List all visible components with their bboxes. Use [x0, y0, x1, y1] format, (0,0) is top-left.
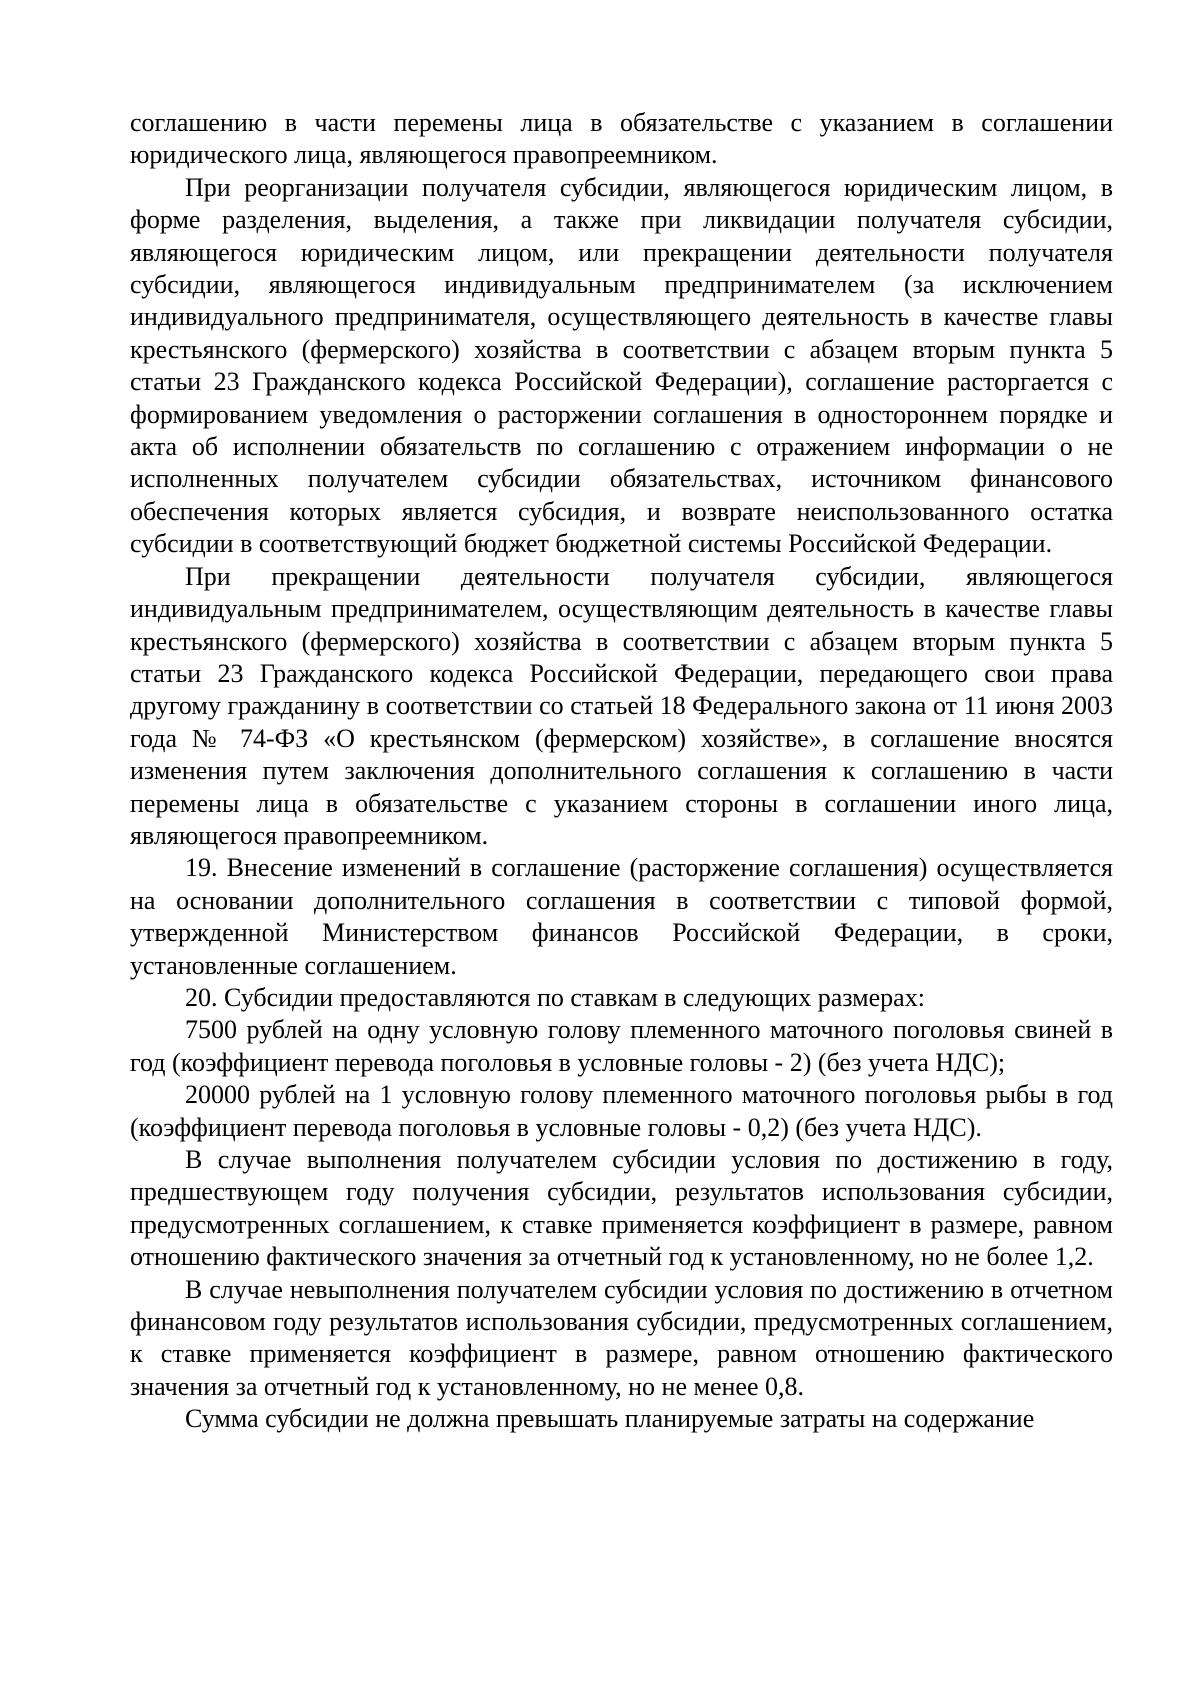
- paragraph-coefficient-min: В случае невыполнения получателем субсидии условия по достижению в отчетном финансовом году результатов использования субсидии, предусмотренных соглашением, к ставке применяется коэффициент в размере, равном отношению фактического значения за отчетный год к установленному, но не менее 0,8.: [130, 1274, 1113, 1401]
- paragraph-item-19: 19. Внесение изменений в соглашение (расторжение соглашения) осуществляется на основании дополнительного соглашения в соответствии с типовой формой, утвержденной Министерством финансов Российской Федерации, в сроки, установленные соглашением.: [130, 853, 1113, 980]
- paragraph-item-20: 20. Субсидии предоставляются по ставкам в следующих размерах:: [185, 982, 925, 1012]
- paragraph-termination: При прекращении деятельности получателя субсидии, являющегося индивидуальным предпринимателем, осуществляющим деятельность в качестве главы крестьянского (фермерского) хозяйства в соответствии с абзацем вторым пункта 5 статьи 23 Гражданского кодекса Российской Федерации, передающего свои права другому гражданину в соответствии со статьей 18 Федерального закона от 11 июня 2003 года № 74-ФЗ «О крестьянском (фермерском) хозяйстве», в соглашение вносятся изменения путем заключения дополнительного соглашения к соглашению в части перемены лица в обязательстве с указанием стороны в соглашении иного лица, являющегося правопреемником.: [130, 561, 1113, 850]
- paragraph-rate-fish: 20000 рублей на 1 условную голову племенного маточного поголовья рыбы в год (коэффициент перевода поголовья в условные головы - 0,2) (без учета НДС).: [130, 1080, 1113, 1142]
- paragraph-subsidy-limit: Сумма субсидии не должна превышать планируемые затраты на содержание: [185, 1404, 1035, 1434]
- paragraph-continuation: соглашению в части перемены лица в обязательстве с указанием в соглашении юридического лица, являющегося правопреемником.: [130, 108, 1113, 170]
- paragraph-rate-pigs: 7500 рублей на одну условную голову племенного маточного поголовья свиней в год (коэффициент перевода поголовья в условные головы - 2) (без учета НДС);: [130, 1015, 1113, 1077]
- document-page: [130, 107, 1113, 1436]
- paragraph-reorganization: При реорганизации получателя субсидии, являющегося юридическим лицом, в форме разделения, выделения, а также при ликвидации получателя субсидии, являющегося юридическим лицом, или прекращении деятельности получателя субсидии, являющегося индивидуальным предпринимателем (за исключением индивидуального предпринимателя, осуществляющего деятельность в качестве главы крестьянского (фермерского) хозяйства в соответствии с абзацем вторым пункта 5 статьи 23 Гражданского кодекса Российской Федерации), соглашение расторгается с формированием уведомления о расторжении соглашения в одностороннем порядке и акта об исполнении обязательств по соглашению с отражением информации о не исполненных получателем субсидии обязательствах, источником финансового обеспечения которых является субсидия, и возврате неиспользованного остатка субсидии в соответствующий бюджет бюджетной системы Российской Федерации.: [130, 172, 1113, 559]
- paragraph-coefficient-max: В случае выполнения получателем субсидии условия по достижению в году, предшествующем году получения субсидии, результатов использования субсидии, предусмотренных соглашением, к ставке применяется коэффициент в размере, равном отношению фактического значения за отчетный год к установленному, но не более 1,2.: [130, 1145, 1113, 1272]
